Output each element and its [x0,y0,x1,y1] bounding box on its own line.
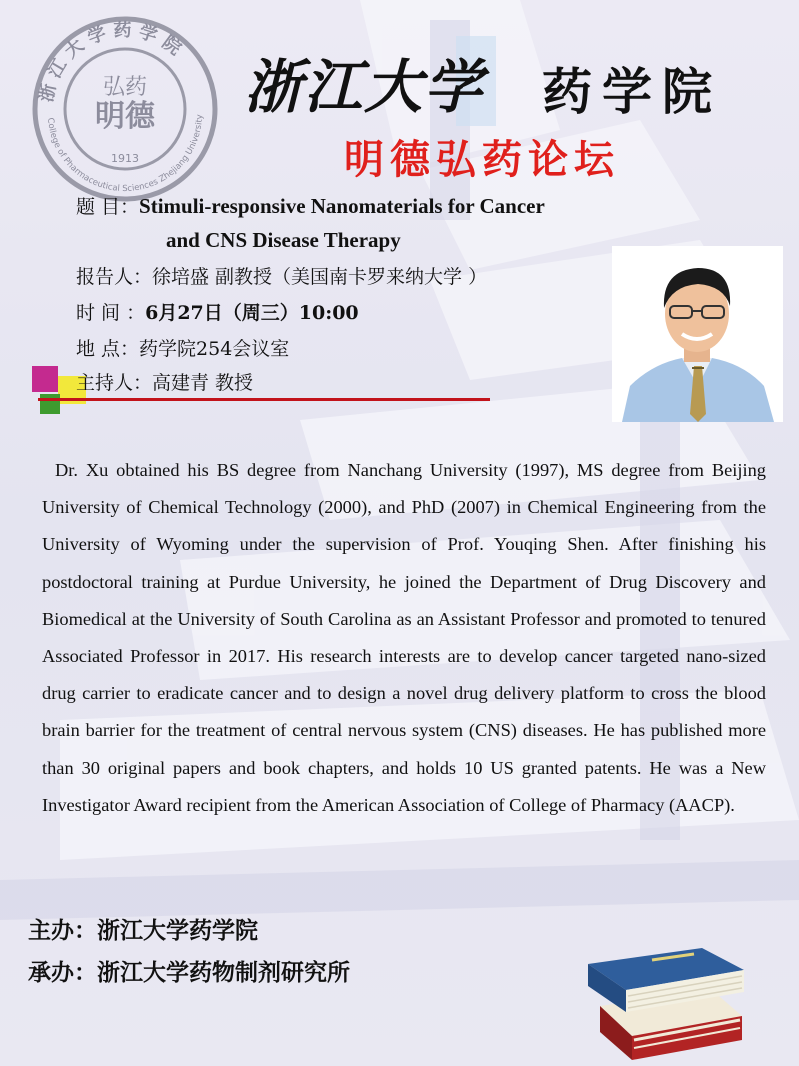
svg-text:College of Pharmaceutical Scie: College of Pharmaceutical Sciences Zhejiang University [45,114,206,195]
speaker-label: 报告人： [76,266,153,288]
speaker-photo [612,246,783,422]
speaker-row [76,262,487,289]
decor-square-green [40,394,60,414]
forum-title: 明德弘药论坛 [344,137,620,183]
speaker-value: 徐培盛 副教授（美国南卡罗来纳大学 ） [152,266,488,288]
place-value: 药学院254会议室 [139,338,290,360]
title-label: 题 目： [76,196,140,218]
time-value: 6月27日（周三）10:00 [145,302,359,324]
host-row [76,368,253,395]
talk-title-line2: and CNS Disease Therapy [166,228,401,252]
title-row [76,192,545,219]
university-calligraphy: 浙江大学 [244,53,485,121]
college-seal [30,14,220,204]
time-row [76,298,359,325]
speaker-bio: Dr. Xu obtained his BS degree from Nanchang University (1997), MS degree from Beijing University of Chemical Technology (2000), and PhD (2007) in Chemical Engineering from the University of Wyoming under the supervision of Prof. Youqing Shen. After finishing his postdoctoral training at Purdue University, he joined the Department of Drug Discovery and Biomedical at the University of South Carolina as an Assistant Professor and promoted to tenured Associated Professor in 2017. His research interests are to develop cancer targeted nano-sized drug carrier to eradicate cancer and to design a novel drug delivery platform to cross the blood brain barrier for the treatment of central nervous system (CNS) diseases. He has published more than 30 original papers and book chapters, and holds 10 US granted patents. He was a New Investigator Award recipient from the American Association of College of Pharmacy (AACP). [42,460,766,815]
decor-square-magenta [32,366,58,392]
place-row [76,334,289,361]
place-label: 地 点： [76,338,140,360]
svg-text:浙 江 大 学 药 学 院: 浙 江 大 学 药 学 院 [36,19,185,104]
talk-title-line1: Stimuli-responsive Nanomaterials for Cancer [139,194,545,218]
host-label: 主持人： [76,372,153,394]
school-name: 药学院 [542,63,722,121]
time-label: 时 间 ： [76,302,146,324]
title-row-2 [166,228,401,253]
svg-text:1913: 1913 [111,152,139,165]
svg-text:明德: 明德 [95,99,155,134]
organizer-cohost: 承办：浙江大学药物制剂研究所 [28,960,350,986]
host-value: 高建青 教授 [152,372,254,394]
divider-line [38,398,490,401]
svg-text:弘药: 弘药 [102,75,148,100]
organizer-host: 主办：浙江大学药学院 [28,918,258,944]
books-icon [582,940,752,1062]
